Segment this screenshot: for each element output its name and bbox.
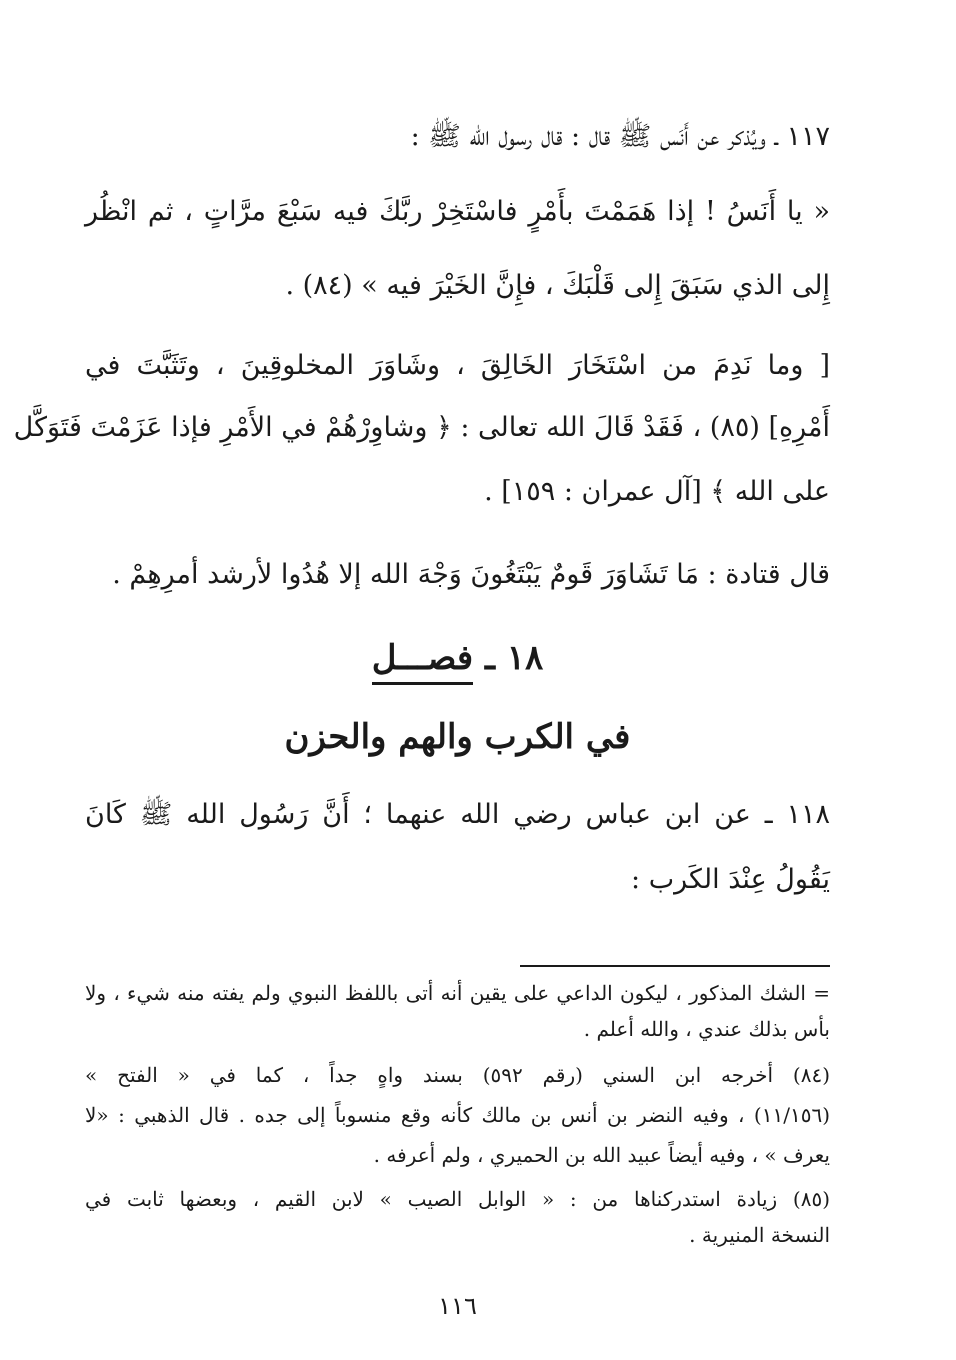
hadith-117-line-3: إِلى الذي سَبَقَ إِلى قَلْبَكَ ، فإِنَّ الخَيْرَ فيه » (٨٤) . xyxy=(285,270,830,301)
footnote-84-line-1: (٨٤) أخرجه ابن السني (رقم ٥٩٢) بسند واهٍ جداً ، كما في « الفتح » xyxy=(85,1063,830,1087)
qatada-quote: قال قتادة : مَا تَشَاوَرَ قَومٌ يَبْتَغُونَ وَجْهَ الله إلا هُدُوا لأرشد أمرِهِمْ . xyxy=(112,559,830,590)
footnote-85-line-2: النسخة المنيرية . xyxy=(689,1223,830,1247)
bracket-passage-line-1: [ وما نَدِمَ من اسْتَخَارَ الخَالِقَ ، وشَاوَرَ المخلوقِينَ ، وتَثَبَّتَ في xyxy=(85,350,830,381)
footnote-separator xyxy=(520,965,830,967)
footnote-continuation-line-1: = الشك المذكور ، ليكون الداعي على يقين أنه أتى باللفظ النبوي ولم يفته منه شيء ، ولا xyxy=(85,981,830,1005)
hadith-118-line-2: يَقُولُ عِنْدَ الكَرب : xyxy=(631,864,830,895)
hadith-117-line-2: « يا أَنَسُ ! إذا هَمَمْتَ بأَمْرٍ فاسْتَخِرْ ربَّكَ فيه سَبْعَ مرَّاتٍ ، ثم انْظُر xyxy=(85,196,830,227)
page-number: ١١٦ xyxy=(438,1292,477,1320)
footnote-84-line-2: (١١/١٥٦) ، وفيه النضر بن أنس بن مالك كأنه وقع منسوباً إلى جده . قال الذهبي : «لا xyxy=(85,1103,830,1127)
bracket-passage-line-2: أَمْرِهِ] (٨٥) ، فَقَدْ قَالَ الله تعالى : ﴿ وشاوِرْهُمْ في الأَمْرِ فإذا عَزَمْتَ فَتَوَكَّل xyxy=(13,412,830,443)
footnote-85-line-1: (٨٥) زيادة استدركناها من : « الوابل الصيب » لابن القيم ، وبعضها ثابت في xyxy=(85,1187,830,1211)
footnote-continuation-line-2: بأس بذلك عندي ، والله أعلم . xyxy=(583,1017,830,1041)
section-heading xyxy=(85,636,830,685)
hadith-118-line-1: ١١٨ ـ عن ابن عباس رضي الله عنهما ؛ أَنَّ رَسُول الله ﷺ كَانَ xyxy=(85,799,830,830)
section-number: ١٨ ـ xyxy=(484,638,544,678)
bracket-passage-line-3: على الله ﴾ [آل عمران : ١٥٩] . xyxy=(484,476,830,507)
book-page xyxy=(13,0,830,1360)
footnote-84-line-3: يعرف » ، وفيه أيضاً عبيد الله بن الحميري ، ولم أعرفه . xyxy=(373,1143,830,1167)
hadith-117-line-1: ١١٧ ـ ويُذكر عن أَنَس ﷺ قال : قال رسول الله ﷺ : xyxy=(410,121,830,152)
section-word: فصـــل xyxy=(372,636,473,685)
section-subtitle: في الكرب والهم والحزن xyxy=(284,717,631,757)
